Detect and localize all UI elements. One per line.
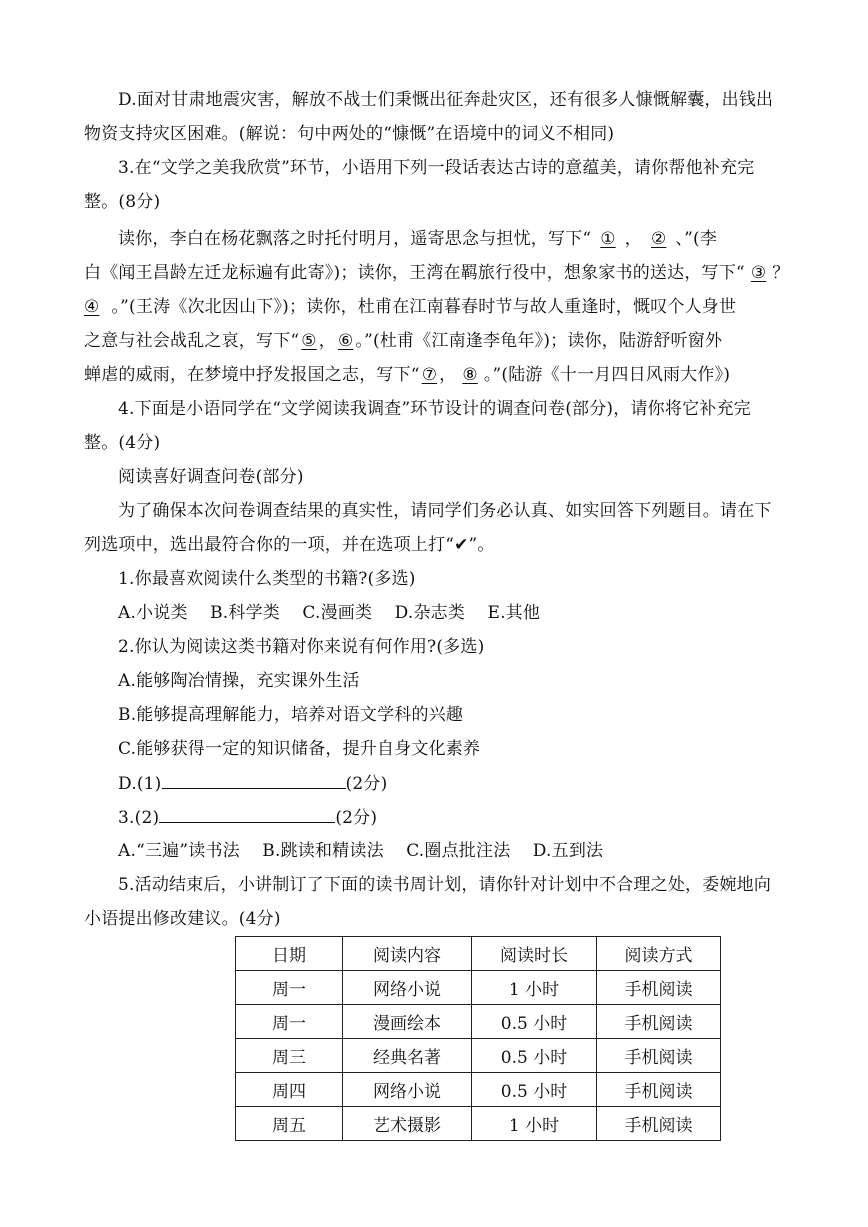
survey-intro-line1: 为了确保本次问卷调查结果的真实性，请同学们务必认真、如实回答下列题目。请在下 bbox=[118, 501, 772, 521]
table-cell: 手机阅读 bbox=[597, 971, 721, 1005]
poem-text: 。”(陆游《十一月四日风雨大作》) bbox=[483, 365, 731, 385]
table-cell: 手机阅读 bbox=[597, 1005, 721, 1039]
question-5-line2: 小语提出修改建议。(4分) bbox=[84, 909, 281, 929]
reading-plan-table bbox=[235, 936, 721, 1141]
table-cell: 0.5 小时 bbox=[472, 1005, 597, 1039]
option-d-line2: 物资支持灾区困难。(解说：句中两处的“慷慨”在语境中的词义不相同) bbox=[84, 124, 615, 144]
blank-6: ⑥ bbox=[337, 331, 354, 351]
poem-text: 读你，李白在杨花飘落之时托付明月，遥寄思念与担忧，写下“ bbox=[118, 229, 592, 249]
table-cell: 0.5 小时 bbox=[472, 1039, 597, 1073]
table-cell: 周一 bbox=[236, 971, 343, 1005]
table-header-cell: 日期 bbox=[236, 937, 343, 971]
table-cell: 周五 bbox=[236, 1107, 343, 1141]
blank-7: ⑦ bbox=[421, 365, 438, 385]
survey-title: 阅读喜好调查问卷(部分) bbox=[118, 467, 304, 487]
poem-line-1 bbox=[118, 228, 784, 250]
table-cell: 周一 bbox=[236, 1005, 343, 1039]
survey-question-1-options: A.小说类 B.科学类 C.漫画类 D.杂志类 E.其他 bbox=[118, 603, 541, 623]
poem-text: 白《闻王昌龄左迁龙标遍有此寄》)；读你，王湾在羁旅行役中，想象家书的送达，写下“ bbox=[84, 263, 745, 283]
question-4-line1: 4.下面是小语同学在“文学阅读我调查”环节设计的调查问卷(部分)，请你将它补充完 bbox=[118, 399, 751, 419]
poem-text: 、”(李 bbox=[675, 229, 718, 249]
poem-line-3 bbox=[84, 296, 784, 318]
question-3-label: 3.(2) bbox=[118, 808, 160, 828]
survey-intro-line2: 列选项中，选出最符合你的一项，并在选项上打“✔”。 bbox=[84, 535, 495, 555]
survey-option-d bbox=[118, 772, 784, 795]
table-cell: 手机阅读 bbox=[597, 1107, 721, 1141]
poem-line-5 bbox=[84, 364, 784, 386]
table-cell: 手机阅读 bbox=[597, 1073, 721, 1107]
table-cell: 1 小时 bbox=[472, 971, 597, 1005]
poem-line-2 bbox=[84, 262, 790, 284]
table-cell: 0.5 小时 bbox=[472, 1073, 597, 1107]
table-cell: 1 小时 bbox=[472, 1107, 597, 1141]
table-row bbox=[236, 971, 721, 1005]
blank-8: ⑧ bbox=[462, 365, 478, 385]
question-3-line1: 3.在“文学之美我欣赏”环节，小语用下列一段话表达古诗的意蕴美，请你帮他补充完 bbox=[118, 158, 755, 178]
poem-text: 之意与社会战乱之哀，写下“ bbox=[84, 331, 300, 351]
blank-1: ① bbox=[600, 229, 616, 249]
poem-text: 。”(杜甫《江南逢李龟年》)；读你，陆游舒听窗外 bbox=[355, 331, 723, 351]
survey-question-2: 2.你认为阅读这类书籍对你来说有何作用?(多选) bbox=[118, 637, 485, 657]
blank-2: ② bbox=[650, 229, 667, 249]
blank-3: ③ bbox=[750, 263, 767, 283]
survey-option-b: B.能够提高理解能力，培养对语文学科的兴趣 bbox=[118, 705, 464, 725]
table-cell: 周四 bbox=[236, 1073, 343, 1107]
poem-text: 。”(王涛《次北因山下》)；读你，杜甫在江南暮春时节与故人重逢时，慨叹个人身世 bbox=[111, 297, 737, 317]
table-row bbox=[236, 1107, 721, 1141]
table-cell: 周三 bbox=[236, 1039, 343, 1073]
table-cell: 经典名著 bbox=[343, 1039, 472, 1073]
poem-text: 蝉虐的威雨，在梦境中抒发报国之志，写下“ bbox=[84, 365, 420, 385]
table-row bbox=[236, 1039, 721, 1073]
survey-option-a: A.能够陶冶情操，充实课外生活 bbox=[118, 671, 360, 691]
table-cell: 漫画绘本 bbox=[343, 1005, 472, 1039]
survey-question-1: 1.你最喜欢阅读什么类型的书籍?(多选) bbox=[118, 569, 416, 589]
table-header-cell: 阅读方式 bbox=[597, 937, 721, 971]
answer-blank-2[interactable] bbox=[159, 806, 335, 823]
option-d-label: D.(1) bbox=[118, 774, 162, 794]
option-d-line1: D.面对甘肃地震灾害，解放不战士们秉慨出征奔赴灾区，还有很多人慷慨解囊，出钱出 bbox=[118, 90, 774, 110]
poem-text: ？ bbox=[772, 263, 790, 283]
table-row bbox=[236, 1005, 721, 1039]
survey-question-3 bbox=[118, 806, 784, 829]
blank-5: ⑤ bbox=[301, 331, 317, 351]
survey-question-3-options: A.“三遍”读书法 B.跳读和精读法 C.圈点批注法 D.五到法 bbox=[118, 841, 604, 861]
question-3-line2: 整。(8分) bbox=[84, 192, 161, 212]
poem-text: ， bbox=[439, 365, 457, 385]
survey-option-c: C.能够获得一定的知识储备，提升自身文化素养 bbox=[118, 739, 481, 759]
score-label: (2分) bbox=[335, 808, 378, 828]
score-label: (2分) bbox=[345, 774, 388, 794]
blank-4: ④ bbox=[84, 297, 100, 317]
table-cell: 手机阅读 bbox=[597, 1039, 721, 1073]
table-header-cell: 阅读内容 bbox=[343, 937, 472, 971]
poem-text: ， bbox=[624, 229, 642, 249]
poem-line-4 bbox=[84, 330, 784, 352]
poem-text: ， bbox=[318, 331, 336, 351]
answer-blank-1[interactable] bbox=[162, 772, 346, 789]
table-cell: 网络小说 bbox=[343, 1073, 472, 1107]
question-4-line2: 整。(4分) bbox=[84, 433, 161, 453]
table-header-cell: 阅读时长 bbox=[472, 937, 597, 971]
table-header-row bbox=[236, 937, 721, 971]
table-cell: 网络小说 bbox=[343, 971, 472, 1005]
question-5-line1: 5.活动结束后，小讲制订了下面的读书周计划，请你针对计划中不合理之处，委婉地向 bbox=[118, 875, 772, 895]
table-cell: 艺术摄影 bbox=[343, 1107, 472, 1141]
table-row bbox=[236, 1073, 721, 1107]
